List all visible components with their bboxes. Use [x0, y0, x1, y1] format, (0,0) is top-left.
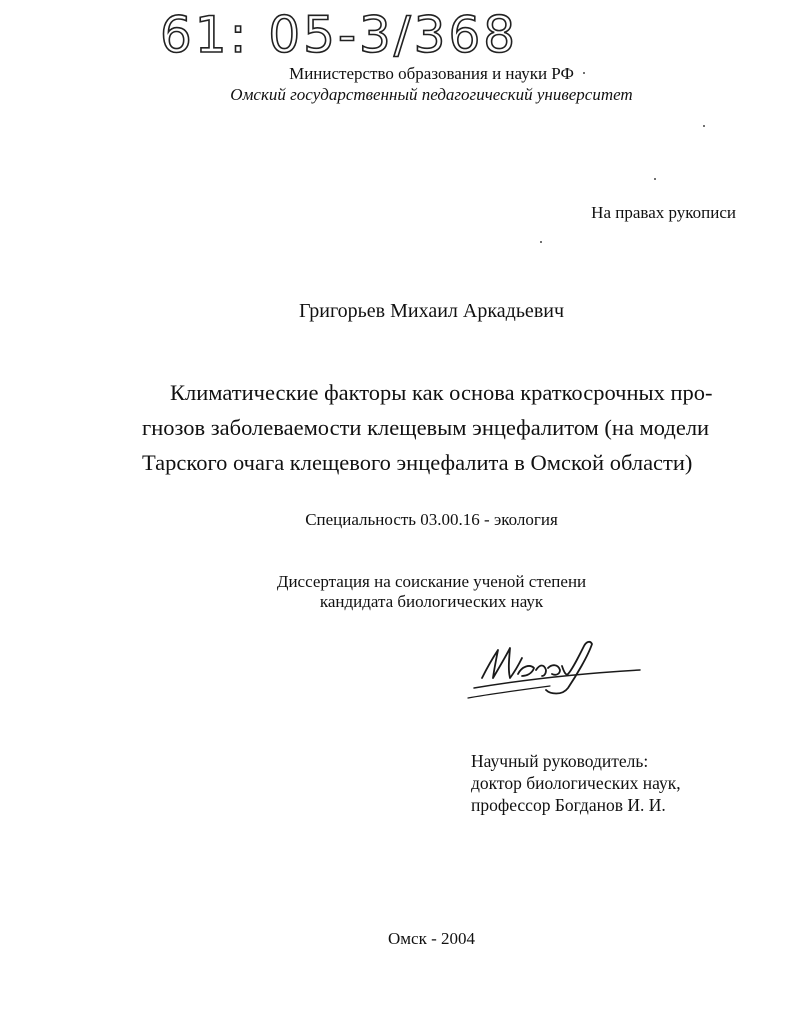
handwritten-archive-code: [150, 4, 530, 64]
advisor-name: профессор Богданов И. И.: [471, 795, 666, 815]
advisor-degree: доктор биологических наук,: [471, 773, 681, 793]
dissertation-title: [142, 375, 742, 480]
author-signature: [460, 636, 650, 706]
scan-speck: [654, 178, 656, 180]
specialty: Специальность 03.00.16 - экология: [305, 510, 558, 529]
scan-speck: [703, 125, 705, 127]
author-name: Григорьев Михаил Аркадьевич: [298, 300, 565, 322]
title-line: гнозов заболеваемости клещевым энцефалитом (на модели: [142, 415, 710, 440]
ministry-name: Министерство образования и науки РФ: [289, 64, 574, 83]
advisor-label: Научный руководитель:: [471, 751, 649, 771]
university-name: Омский государственный педагогический университет: [230, 85, 633, 104]
archive-code-text: 61: 05-3/368: [160, 6, 519, 64]
title-line: Климатические факторы как основа краткосрочных про-: [170, 380, 713, 405]
manuscript-note: На правах рукописи: [591, 203, 736, 222]
scan-speck: [540, 241, 542, 243]
title-line: Тарского очага клещевого энцефалита в Омской области): [142, 450, 693, 475]
scan-speck: [583, 72, 585, 74]
city-year: Омск - 2004: [387, 929, 475, 948]
degree-line-1: Диссертация на соискание ученой степени: [276, 572, 587, 591]
degree-line-2: кандидата биологических наук: [319, 592, 544, 611]
scientific-advisor: [471, 750, 681, 816]
